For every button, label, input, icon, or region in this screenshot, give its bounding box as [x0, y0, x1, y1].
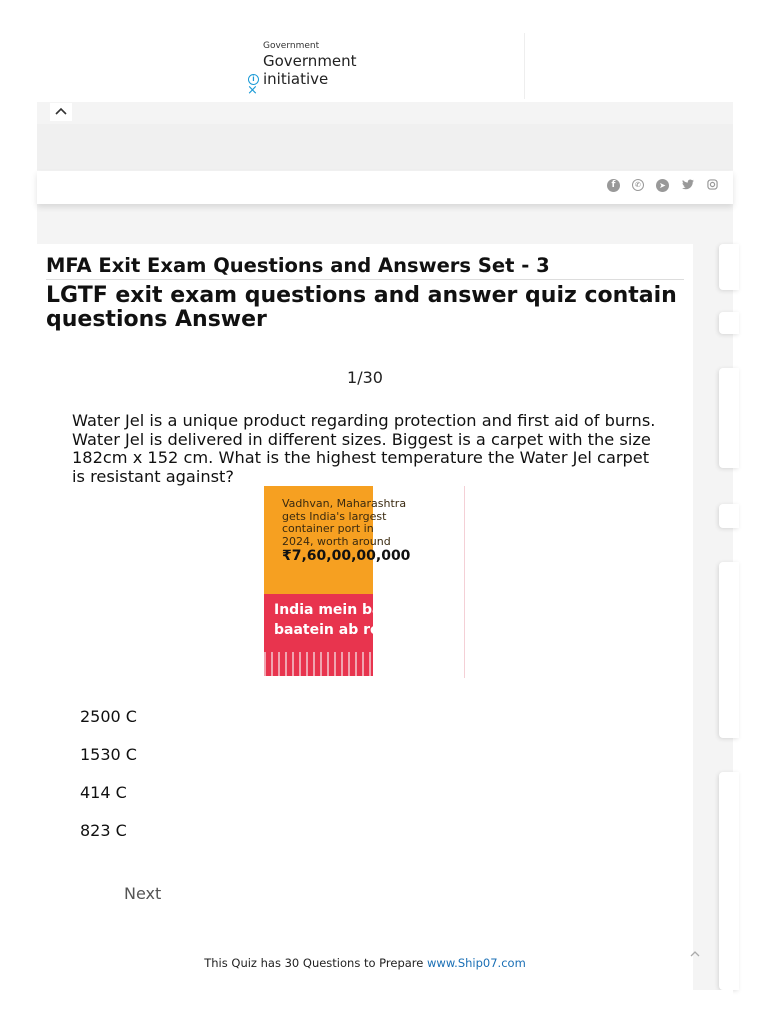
telegram-icon[interactable]: ➤	[656, 179, 669, 192]
sidebar-widget	[719, 504, 739, 528]
ad-tagline-2: baatein ab roz	[274, 622, 388, 638]
scroll-top-icon[interactable]	[690, 946, 700, 960]
ad-close-icon[interactable]: ×	[247, 83, 258, 98]
ad-amount: ₹7,60,00,00,000	[282, 548, 411, 565]
ad-line-3: container port in	[282, 522, 374, 536]
navigation-bar	[37, 124, 733, 170]
article-title: MFA Exit Exam Questions and Answers Set - 3	[46, 254, 684, 280]
footer-text: This Quiz has 30 Questions to Prepare	[204, 956, 428, 970]
ad-headline-line1: Government	[263, 52, 357, 70]
next-button[interactable]: Next	[124, 884, 162, 903]
ad-headline-line2: initiative	[263, 70, 329, 88]
ad-line-4: 2024, worth around	[282, 534, 391, 548]
answer-options	[80, 706, 137, 858]
ad-containers-graphic	[264, 652, 373, 676]
footer-note	[37, 956, 693, 970]
answer-option[interactable]: 414 C	[80, 783, 127, 802]
ad-divider	[464, 486, 465, 678]
sidebar-widget	[719, 562, 739, 738]
answer-option[interactable]: 823 C	[80, 821, 127, 840]
sidebar-widget	[719, 368, 739, 468]
sidebar-widget	[719, 312, 739, 334]
ad-line-1: Vadhvan, Maharashtra	[282, 497, 407, 510]
ad-line-2: gets India's largest	[282, 509, 387, 523]
whatsapp-icon[interactable]: ✆	[632, 179, 644, 191]
sidebar-widget	[719, 772, 739, 990]
top-ad-banner[interactable]	[244, 33, 525, 99]
ad-tagline-1: India mein badi	[274, 602, 397, 618]
answer-option[interactable]: 1530 C	[80, 745, 137, 764]
twitter-icon[interactable]	[681, 179, 694, 192]
answer-option[interactable]: 2500 C	[80, 707, 137, 726]
footer-bar	[37, 990, 733, 1024]
footer-link[interactable]: www.Ship07.com	[427, 956, 526, 970]
quiz-progress: 1/30	[347, 368, 383, 387]
ad-info-icon[interactable]: i	[248, 74, 259, 85]
facebook-icon[interactable]: f	[607, 179, 620, 192]
ad-sponsor-text: Government	[263, 41, 320, 51]
chevron-up-icon[interactable]	[50, 103, 72, 121]
question-text: Water Jel is a unique product regarding protection and first aid of burns. Water Jel is delivered in different sizes. Biggest is a carpet with the size 182cm x 152 cm. What is the highest temperature the Water Jel carpet is resistant against?	[72, 411, 656, 486]
instagram-icon[interactable]	[706, 179, 719, 192]
embedded-ad[interactable]	[264, 486, 411, 676]
sidebar-widget	[719, 244, 739, 290]
quiz-title: LGTF exit exam questions and answer quiz contain questions Answer	[46, 283, 677, 332]
social-bar	[37, 171, 733, 204]
